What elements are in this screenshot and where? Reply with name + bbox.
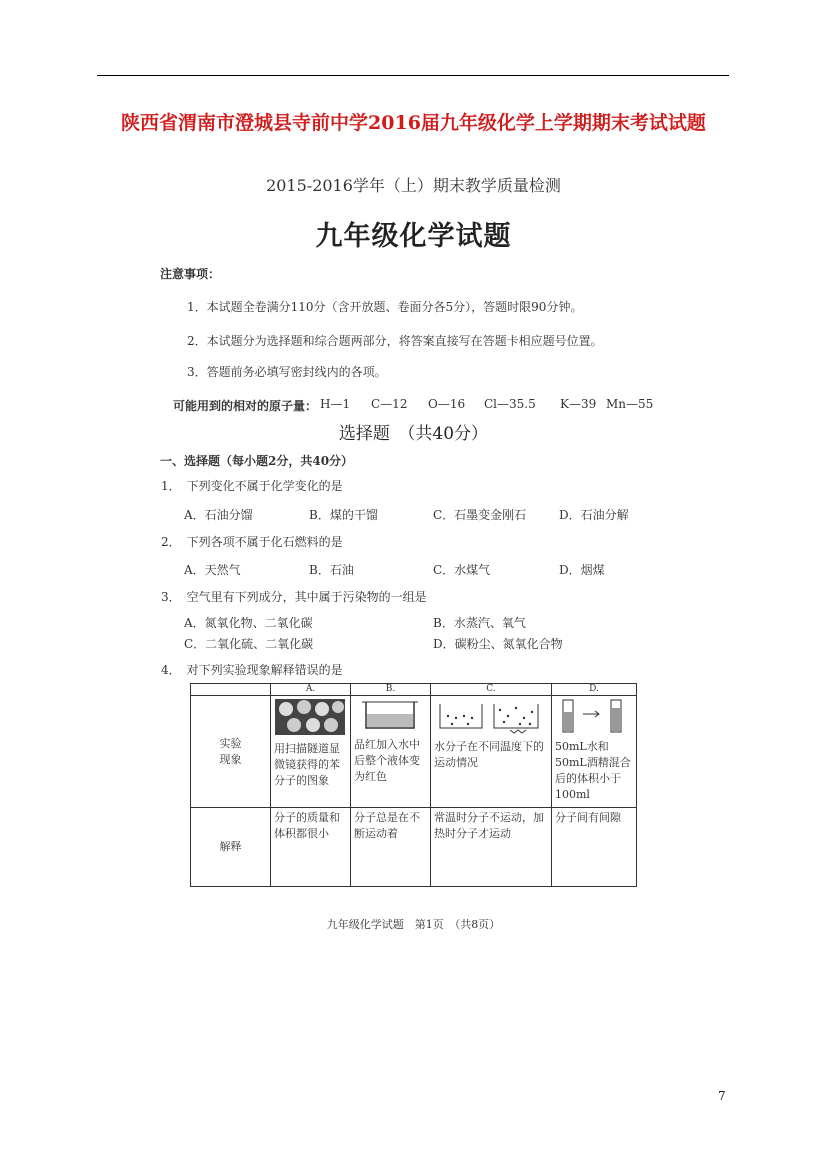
explanation-cell: 常温时分子不运动，加热时分子才运动 bbox=[431, 808, 552, 887]
document-title: 陕西省渭南市澄城县寺前中学2016届九年级化学上学期期末考试试题 bbox=[121, 112, 706, 134]
table-header-row bbox=[191, 684, 637, 696]
beaker-icon bbox=[354, 698, 426, 732]
benzene-molecule-image-icon bbox=[274, 698, 346, 736]
explanation-cell: 分子总是在不断运动着 bbox=[351, 808, 431, 887]
note-item: 3．答题前务必填写密封线内的各项。 bbox=[187, 365, 387, 379]
note-item: 1．本试题全卷满分110分（含开放题、卷面分各5分），答题时限90分钟。 bbox=[187, 300, 583, 314]
phenomenon-text: 用扫描隧道显微镜获得的苯分子的图象 bbox=[274, 742, 340, 787]
table-row bbox=[191, 808, 637, 887]
option: B．水蒸汽、氧气 bbox=[433, 616, 526, 630]
row-label bbox=[191, 696, 271, 808]
table-cell bbox=[351, 696, 431, 808]
explanation-cell: 分子间有间隙 bbox=[552, 808, 637, 887]
option: D．石油分解 bbox=[559, 508, 629, 522]
column-header: A. bbox=[271, 684, 351, 696]
option: A．石油分馏 bbox=[184, 508, 253, 522]
graduated-cylinder-icon bbox=[555, 698, 633, 734]
atomic-mass-value: C—12 bbox=[371, 397, 408, 411]
phenomenon-text: 品红加入水中后整个液体变为红色 bbox=[354, 738, 420, 783]
question-stem: 4． 对下列实验现象解释错误的是 bbox=[161, 663, 343, 677]
water-molecules-icon bbox=[434, 698, 546, 734]
exam-subtitle: 2015-2016学年（上）期末教学质量检测 bbox=[266, 176, 561, 195]
top-rule bbox=[97, 75, 729, 76]
table-corner bbox=[191, 684, 271, 696]
option: C．石墨变金刚石 bbox=[433, 508, 527, 522]
exam-footer: 九年级化学试题 第1页 （共8页） bbox=[326, 918, 501, 931]
table-cell bbox=[271, 696, 351, 808]
page-number: 7 bbox=[718, 1089, 726, 1103]
experiment-table bbox=[190, 683, 637, 887]
option: A．氮氧化物、二氧化碳 bbox=[184, 616, 313, 630]
column-header: B. bbox=[351, 684, 431, 696]
section-title: 选择题 （共40分） bbox=[338, 424, 489, 444]
column-header: C. bbox=[431, 684, 552, 696]
option: D．烟煤 bbox=[559, 563, 605, 577]
atomic-mass-value: Mn—55 bbox=[606, 397, 654, 411]
table-cell bbox=[431, 696, 552, 808]
atomic-mass-label: 可能用到的相对的原子量： bbox=[173, 399, 318, 413]
exam-title: 九年级化学试题 bbox=[315, 221, 512, 252]
option: D．碳粉尘、氮氧化合物 bbox=[433, 637, 563, 651]
question-stem: 3． 空气里有下列成分，其中属于污染物的一组是 bbox=[161, 590, 427, 604]
row-label: 解释 bbox=[191, 808, 271, 887]
note-item: 2．本试题分为选择题和综合题两部分，将答案直接写在答题卡相应题号位置。 bbox=[187, 334, 603, 348]
row-label-text: 实验现象 bbox=[219, 736, 242, 766]
option: C．水煤气 bbox=[433, 563, 491, 577]
phenomenon-text: 50mL水和50mL酒精混合后的体积小于100ml bbox=[555, 740, 631, 801]
table-row bbox=[191, 696, 637, 808]
question-stem: 2． 下列各项不属于化石燃料的是 bbox=[161, 535, 343, 549]
option: B．煤的干馏 bbox=[309, 508, 378, 522]
table-cell bbox=[552, 696, 637, 808]
atomic-mass-value: Cl—35.5 bbox=[484, 397, 536, 411]
atomic-mass-value: O—16 bbox=[428, 397, 466, 411]
notes-heading: 注意事项： bbox=[160, 267, 221, 281]
option: C．二氧化硫、二氧化碳 bbox=[184, 637, 314, 651]
explanation-cell: 分子的质量和体积都很小 bbox=[271, 808, 351, 887]
phenomenon-text: 水分子在不同温度下的运动情况 bbox=[434, 740, 544, 769]
atomic-mass-value: K—39 bbox=[560, 397, 597, 411]
question-stem: 1． 下列变化不属于化学变化的是 bbox=[161, 479, 343, 493]
option: B．石油 bbox=[309, 563, 354, 577]
atomic-mass-value: H—1 bbox=[320, 397, 351, 411]
option: A．天然气 bbox=[184, 563, 241, 577]
column-header: D. bbox=[552, 684, 637, 696]
part-heading: 一、选择题（每小题2分，共40分） bbox=[160, 454, 354, 468]
